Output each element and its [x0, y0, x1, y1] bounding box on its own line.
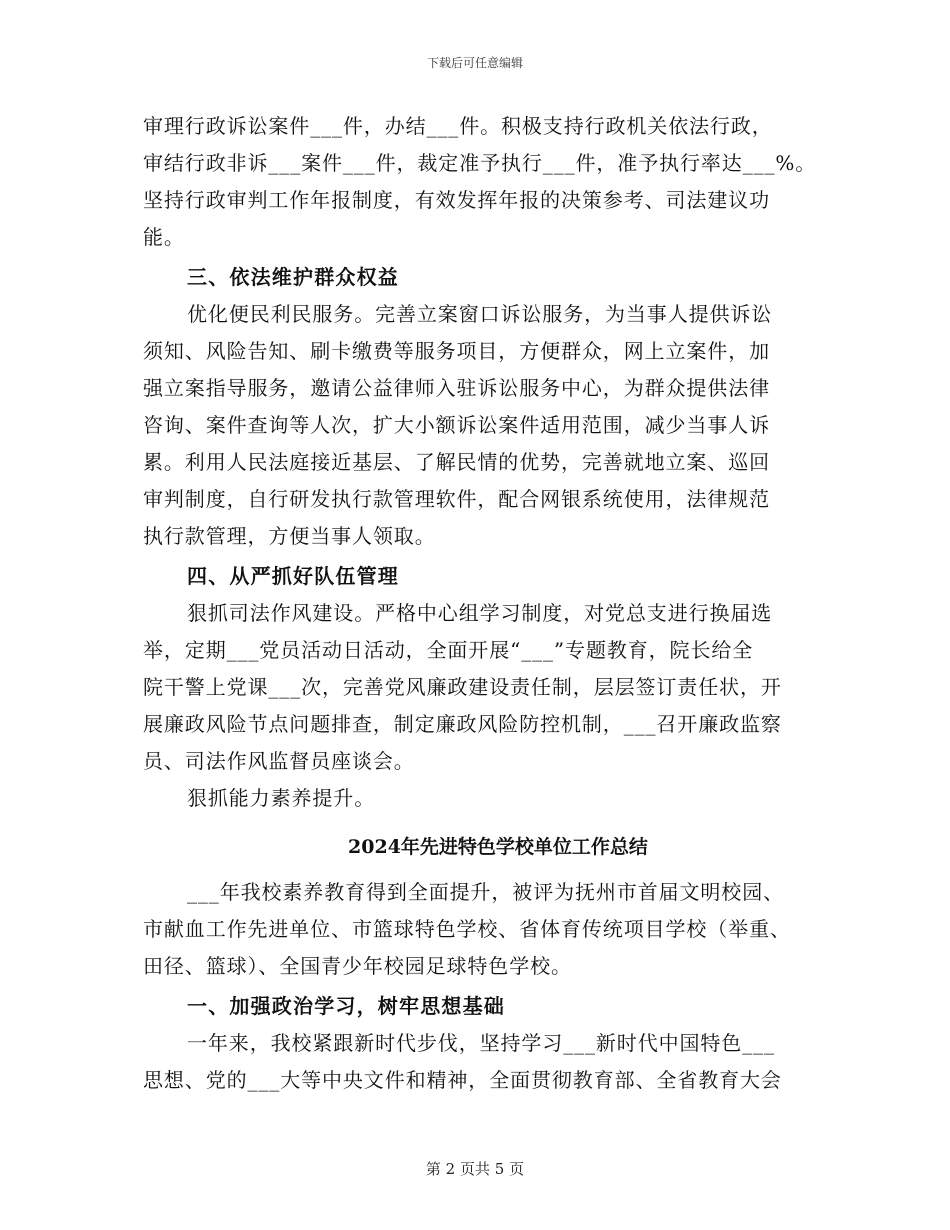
document-body — [143, 108, 833, 1099]
paragraph-line: 狠抓能力素养提升。 — [187, 786, 376, 810]
paragraph-line: 能。 — [143, 225, 185, 249]
page-header: 下载后可任意编辑 — [426, 56, 523, 70]
paragraph-line: 坚持行政审判工作年报制度，有效发挥年报的决策参考、司法建议功 — [143, 188, 770, 212]
paragraph-line: 优化便民利民服务。完善立案窗口诉讼服务，为当事人提供诉讼 — [187, 302, 773, 326]
paragraph-line: 强立案指导服务，邀请公益律师入驻诉讼服务中心，为群众提供法律 — [143, 376, 770, 400]
section-heading: 一、加强政治学习，树牢思想基础 — [187, 994, 505, 1018]
paragraph-line: 员、司法作风监督员座谈会。 — [143, 749, 415, 773]
paragraph-line: 累。利用人民法庭接近基层、了解民情的优势，完善就地立案、巡回 — [143, 450, 770, 474]
paragraph-line: 审理行政诉讼案件___件，办结___件。积极支持行政机关依法行政， — [143, 114, 773, 138]
paragraph-line: 执行款管理，方便当事人领取。 — [143, 524, 436, 548]
paragraph-line: ___年我校素养教育得到全面提升，被评为抚州市首届文明校园、 — [187, 880, 784, 904]
section-heading: 三、依法维护群众权益 — [187, 265, 399, 289]
paragraph-line: 审结行政非诉___案件___件，裁定准予执行___件，准予执行率达___%。 — [143, 151, 817, 175]
page-footer: 第 2 页共 5 页 — [425, 1160, 525, 1178]
paragraph-line: 院干警上党课___次，完善党风廉政建设责任制，层层签订责任状，开 — [143, 675, 782, 699]
section-heading: 四、从严抓好队伍管理 — [187, 564, 399, 588]
paragraph-line: 须知、风险告知、刷卡缴费等服务项目，方便群众，网上立案件，加 — [143, 339, 770, 363]
article-title: 2024年先进特色学校单位工作总结 — [348, 836, 648, 858]
paragraph-line: 咨询、案件查询等人次，扩大小额诉讼案件适用范围，减少当事人诉 — [143, 413, 770, 437]
paragraph-line: 审判制度，自行研发执行款管理软件，配合网银系统使用，法律规范 — [143, 487, 770, 511]
paragraph-line: 一年来，我校紧跟新时代步伐，坚持学习___新时代中国特色___ — [187, 1031, 775, 1055]
paragraph-line: 狠抓司法作风建设。严格中心组学习制度，对党总支进行换届选 — [187, 601, 773, 625]
paragraph-line: 市献血工作先进单位、市篮球特色学校、省体育传统项目学校（举重、 — [143, 917, 791, 941]
paragraph-line: 举，定期___党员活动日活动，全面开展“___”专题教育，院长给全 — [143, 638, 754, 662]
paragraph-line: 田径、篮球）、全国青少年校园足球特色学校。 — [143, 954, 572, 978]
paragraph-line: 展廉政风险节点问题排查，制定廉政风险防控机制，___召开廉政监察 — [143, 712, 782, 736]
paragraph-line: 思想、党的___大等中央文件和精神，全面贯彻教育部、全省教育大会 — [143, 1068, 782, 1092]
